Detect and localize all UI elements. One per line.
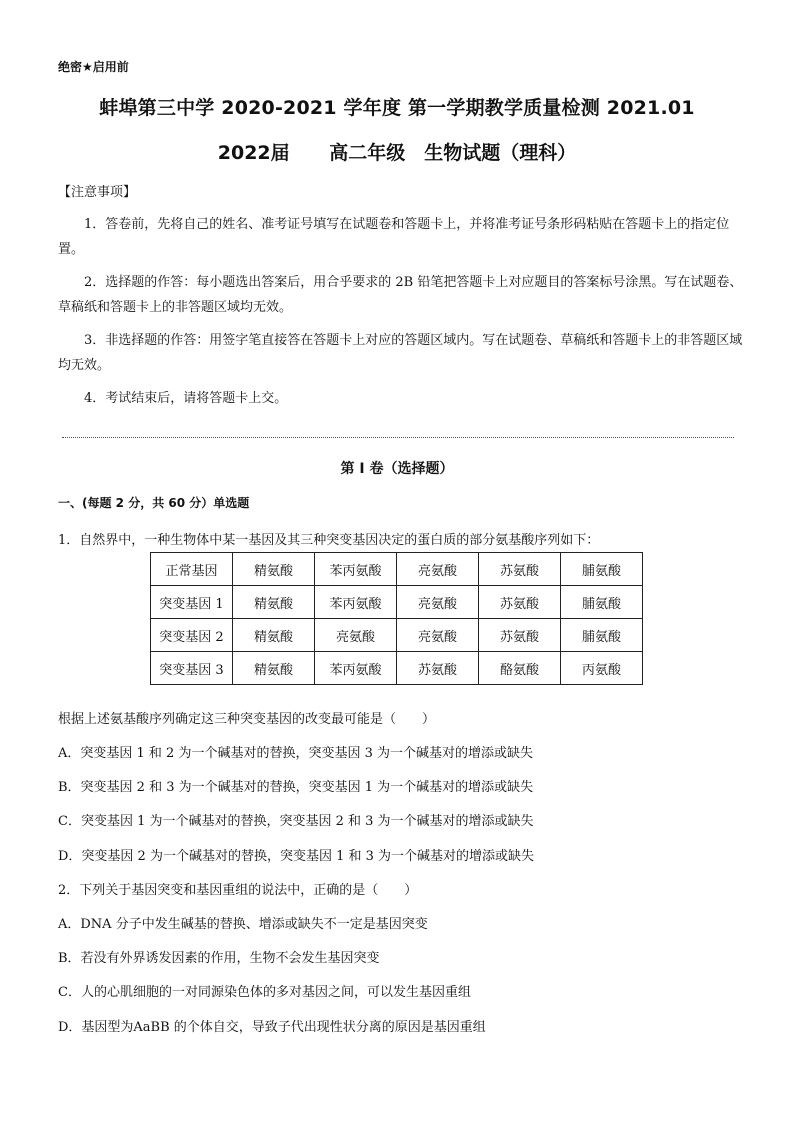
table-cell: 精氨酸 <box>233 619 315 652</box>
table-cell: 苏氨酸 <box>479 553 561 586</box>
q1-option-d: D．突变基因 2 为一个碱基对的替换，突变基因 1 和 3 为一个碱基对的增添或缺失 <box>58 849 535 864</box>
q1-question: 根据上述氨基酸序列确定这三种突变基因的改变最可能是（ ） <box>58 712 436 727</box>
table-cell: 精氨酸 <box>233 652 315 685</box>
q1-stem: 1．自然界中，一种生物体中某一基因及其三种突变基因决定的蛋白质的部分氨基酸序列如下： <box>58 533 600 548</box>
table-row <box>151 586 643 619</box>
table-cell: 脯氨酸 <box>561 553 643 586</box>
table-cell: 脯氨酸 <box>561 619 643 652</box>
table-row <box>151 652 643 685</box>
dotted-divider <box>62 437 734 438</box>
table-cell: 精氨酸 <box>233 553 315 586</box>
table-cell: 苏氨酸 <box>479 619 561 652</box>
confidential-mark: 绝密★启用前 <box>58 60 129 74</box>
table-cell: 突变基因 3 <box>151 652 233 685</box>
table-cell: 苏氨酸 <box>479 586 561 619</box>
notice-item-3: 3．非选择题的作答：用签字笔直接答在答题卡上对应的答题区域内。写在试题卷、草稿纸和答题卡上的非答题区域均无效。 <box>58 333 743 373</box>
q2-stem: 2．下列关于基因突变和基因重组的说法中，正确的是（ ） <box>58 883 418 898</box>
table-cell: 苯丙氨酸 <box>315 553 397 586</box>
q1-option-b: B．突变基因 2 和 3 为一个碱基对的替换，突变基因 1 为一个碱基对的增添或缺失 <box>58 780 534 795</box>
table-cell: 突变基因 2 <box>151 619 233 652</box>
table-cell: 突变基因 1 <box>151 586 233 619</box>
q2-option-a: A．DNA 分子中发生碱基的替换、增添或缺失不一定是基因突变 <box>58 917 428 932</box>
q1-option-a: A．突变基因 1 和 2 为一个碱基对的替换，突变基因 3 为一个碱基对的增添或缺失 <box>58 746 533 761</box>
notice-item-2: 2．选择题的作答：每小题选出答案后，用合乎要求的 2B 铅笔把答题卡上对应题目的答案标号涂黑。写在试题卷、草稿纸和答题卡上的非答题区域均无效。 <box>58 275 743 315</box>
q2-option-d: D．基因型为AaBB 的个体自交，导致子代出现性状分离的原因是基因重组 <box>58 1020 486 1035</box>
table-cell: 苏氨酸 <box>397 652 479 685</box>
table-cell: 苯丙氨酸 <box>315 586 397 619</box>
notice-item-4: 4．考试结束后，请将答题卡上交。 <box>84 391 288 406</box>
notice-heading: 【注意事项】 <box>58 185 137 200</box>
amino-acid-table <box>150 552 643 685</box>
table-row <box>151 553 643 586</box>
table-cell: 丙氨酸 <box>561 652 643 685</box>
table-cell: 亮氨酸 <box>315 619 397 652</box>
exam-subtitle: 2022届 高二年级 生物试题（理科） <box>217 142 577 164</box>
table-cell: 亮氨酸 <box>397 619 479 652</box>
table-cell: 亮氨酸 <box>397 553 479 586</box>
section-title: 第 I 卷（选择题） <box>340 461 454 477</box>
notice-item-1: 1．答卷前，先将自己的姓名、准考证号填写在试题卷和答题卡上，并将准考证号条形码粘贴在答题卡上的指定位置。 <box>58 217 730 257</box>
table-cell: 苯丙氨酸 <box>315 652 397 685</box>
table-cell: 精氨酸 <box>233 586 315 619</box>
table-cell: 酪氨酸 <box>479 652 561 685</box>
q1-option-c: C．突变基因 1 为一个碱基对的替换，突变基因 2 和 3 为一个碱基对的增添或缺失 <box>58 814 534 829</box>
table-row <box>151 619 643 652</box>
q2-option-b: B．若没有外界诱发因素的作用，生物不会发生基因突变 <box>58 951 380 966</box>
q2-option-c: C．人的心肌细胞的一对同源染色体的多对基因之间，可以发生基因重组 <box>58 985 471 1000</box>
table-cell: 正常基因 <box>151 553 233 586</box>
table-cell: 亮氨酸 <box>397 586 479 619</box>
part-title: 一、(每题 2 分，共 60 分）单选题 <box>58 496 250 510</box>
exam-title: 蚌埠第三中学 2020-2021 学年度 第一学期教学质量检测 2021.01 <box>99 97 695 119</box>
table-cell: 脯氨酸 <box>561 586 643 619</box>
